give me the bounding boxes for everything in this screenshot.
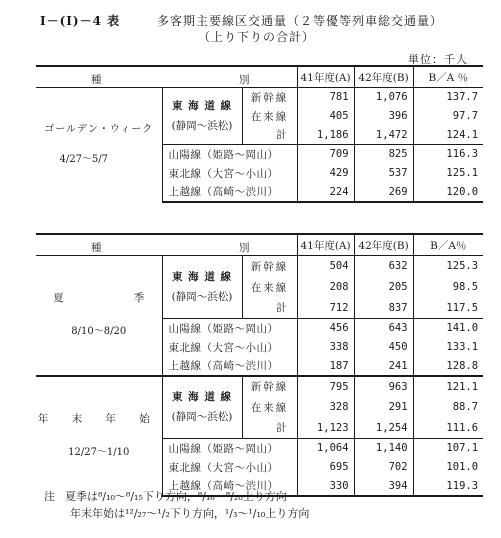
value-y41: 429: [297, 164, 354, 183]
value-y42: 632: [354, 256, 413, 277]
kind-cell: 計: [242, 298, 297, 319]
value-ratio: 137.7: [413, 88, 483, 107]
line-cell: 東北線（大宮～小山）: [162, 164, 297, 183]
footnote-label: 注: [44, 490, 55, 503]
value-ratio: 97.7: [413, 107, 483, 126]
line-cell: 上越線（高崎～渋川）: [162, 357, 297, 376]
value-y42: 396: [354, 107, 413, 126]
golden-week-table: [36, 65, 483, 203]
category-header-b: 別: [239, 74, 250, 86]
section-name: 年 末 年 始: [37, 413, 160, 425]
section-name: ゴールデン・ウィーク: [44, 123, 154, 135]
value-y42: 643: [354, 319, 413, 338]
header-y42: 42年度(B): [354, 234, 413, 256]
footnotes: [44, 488, 309, 522]
value-y41: 338: [297, 338, 354, 357]
kind-cell: 在来線: [242, 107, 297, 126]
value-ratio: 98.5: [413, 277, 483, 298]
value-y42: 205: [354, 277, 413, 298]
category-header-b: 別: [239, 242, 250, 254]
value-y42: 241: [354, 357, 413, 376]
tokaido-line: 東 海 道 線: [172, 100, 232, 112]
value-ratio: 116.3: [413, 145, 483, 164]
section-name-a: 夏: [53, 292, 64, 305]
table-id: I－(I)－4 表: [40, 14, 121, 28]
header-y41: 41年度(A): [297, 234, 354, 256]
footnote-1: [44, 488, 309, 505]
value-ratio: 117.5: [413, 298, 483, 319]
kind-cell: 在来線: [242, 397, 297, 418]
summer-newyear-table: [36, 233, 483, 497]
category-header-a: 種: [91, 74, 102, 86]
section-cell-summer: [36, 256, 162, 376]
section-cell-gw: [36, 88, 162, 202]
line-cell: 山陽線（姫路～岡山）: [162, 319, 297, 338]
header-y42: 42年度(B): [354, 66, 413, 88]
value-y41: 781: [297, 88, 354, 107]
tokaido-route-cell: [162, 88, 242, 145]
category-header: [36, 234, 297, 256]
header-ratio: B／A％: [413, 234, 483, 256]
value-y42: 291: [354, 397, 413, 418]
table-header-row: [36, 66, 483, 88]
table-row: [36, 88, 483, 107]
value-y41: 712: [297, 298, 354, 319]
tokaido-range: (静岡～浜松): [171, 120, 233, 132]
value-ratio: 133.1: [413, 338, 483, 357]
value-ratio: 124.1: [413, 126, 483, 145]
value-y41: 330: [297, 477, 354, 496]
value-ratio: 88.7: [413, 397, 483, 418]
kind-cell: 新幹線: [242, 88, 297, 107]
value-ratio: 121.1: [413, 376, 483, 397]
value-y42: 825: [354, 145, 413, 164]
table-subtitle-text: （上り下りの合計）: [198, 30, 316, 44]
value-y42: 1,254: [354, 418, 413, 439]
line-cell: 上越線（高崎～渋川）: [162, 477, 297, 496]
value-y41: 456: [297, 319, 354, 338]
section-name-b: 季: [133, 292, 145, 305]
value-y42: 1,076: [354, 88, 413, 107]
value-y41: 405: [297, 107, 354, 126]
table-row: [36, 376, 483, 397]
value-y42: 702: [354, 458, 413, 477]
value-y42: 1,140: [354, 439, 413, 458]
kind-cell: 新幹線: [242, 376, 297, 397]
header-ratio: B／A ％: [413, 66, 483, 88]
category-header-a: 種: [91, 242, 102, 254]
footnote-2: [44, 505, 309, 522]
tokaido-line: 東 海 道 線: [172, 271, 232, 283]
section-name: [36, 290, 162, 306]
table-main-title: 多客期主要線区交通量（２等優等列車総交通量）: [157, 14, 444, 28]
tokaido-range: (静岡～浜松): [171, 291, 233, 303]
header-y41: 41年度(A): [297, 66, 354, 88]
value-ratio: 107.1: [413, 439, 483, 458]
value-y42: 837: [354, 298, 413, 319]
footnote-1-text: 夏季は⁸/₁₀～⁸/₁₅下り方向，⁸/₁₆～⁸/₂₀上り方向: [65, 490, 287, 503]
unit-label: 単位：千人: [408, 53, 468, 66]
value-y42: 537: [354, 164, 413, 183]
value-ratio: 119.3: [413, 477, 483, 496]
table-row: [36, 256, 483, 277]
value-y41: 504: [297, 256, 354, 277]
value-y41: 1,123: [297, 418, 354, 439]
value-y41: 328: [297, 397, 354, 418]
section-cell-newyear: [36, 376, 162, 496]
tokaido-range: (静岡～浜松): [171, 411, 233, 424]
section-period: 8/10～8/20: [71, 326, 127, 338]
line-cell: 上越線（高崎～渋川）: [162, 183, 297, 202]
section-period: 4/27～5/7: [59, 153, 109, 165]
tokaido-line: 東 海 道 線: [172, 391, 232, 404]
value-ratio: 141.0: [413, 319, 483, 338]
value-y42: 394: [354, 477, 413, 496]
value-y41: 795: [297, 376, 354, 397]
value-y42: 269: [354, 183, 413, 202]
section-period: 12/27～1/10: [68, 447, 130, 458]
value-y41: 1,064: [297, 439, 354, 458]
value-ratio: 125.3: [413, 256, 483, 277]
value-y41: 187: [297, 357, 354, 376]
value-y41: 1,186: [297, 126, 354, 145]
value-y42: 1,472: [354, 126, 413, 145]
value-y42: 450: [354, 338, 413, 357]
value-ratio: 120.0: [413, 183, 483, 202]
tokaido-route-cell: [162, 256, 242, 319]
value-ratio: 125.1: [413, 164, 483, 183]
kind-cell: 新幹線: [242, 256, 297, 277]
kind-cell: 計: [242, 126, 297, 145]
value-y41: 709: [297, 145, 354, 164]
value-ratio: 101.0: [413, 458, 483, 477]
line-cell: 東北線（大宮～小山）: [162, 458, 297, 477]
line-cell: 山陽線（姫路～岡山）: [162, 145, 297, 164]
value-y41: 695: [297, 458, 354, 477]
value-y41: 208: [297, 277, 354, 298]
table-header-row: [36, 234, 483, 256]
line-cell: 山陽線（姫路～岡山）: [162, 439, 297, 458]
line-cell: 東北線（大宮～小山）: [162, 338, 297, 357]
footnote-2-text: 年末年始は¹²/₂₇～¹/₂下り方向，¹/₃～¹/₁₀上り方向: [70, 507, 310, 520]
value-y41: 224: [297, 183, 354, 202]
tokaido-route-cell: [162, 376, 242, 439]
value-ratio: 128.8: [413, 357, 483, 376]
value-y42: 963: [354, 376, 413, 397]
kind-cell: 計: [242, 418, 297, 439]
category-header: [36, 66, 297, 88]
kind-cell: 在来線: [242, 277, 297, 298]
value-ratio: 111.6: [413, 418, 483, 439]
